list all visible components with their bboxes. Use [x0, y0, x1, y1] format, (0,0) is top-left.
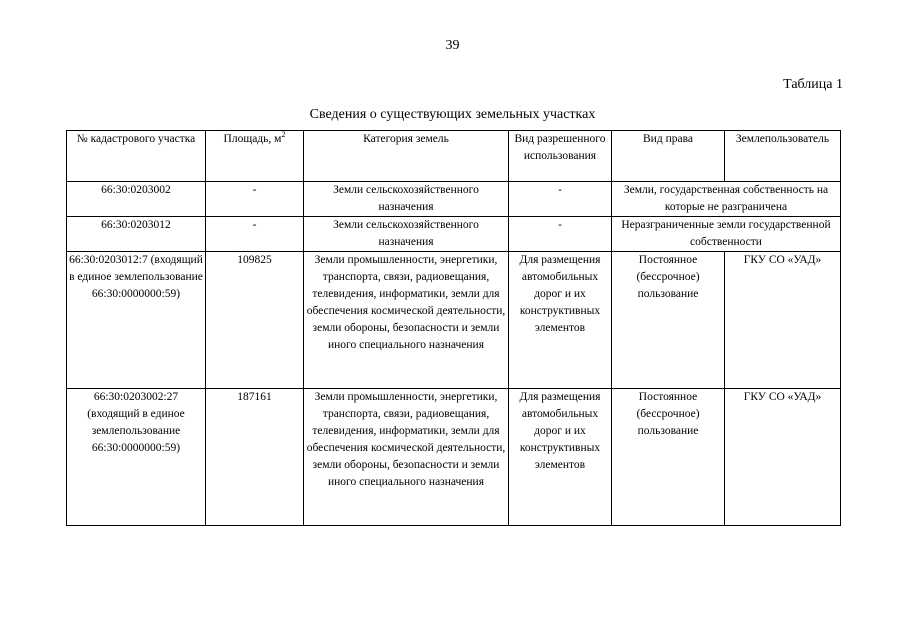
cell-cadastral: 66:30:0203002:27 (входящий в единое землепользование 66:30:0000000:59)	[67, 389, 206, 526]
cell-use: Для размещения автомобильных дорог и их конструктивных элементов	[509, 389, 612, 526]
cell-area: -	[206, 182, 304, 217]
cell-area: 109825	[206, 252, 304, 389]
header-right: Вид права	[612, 131, 725, 182]
cell-right: Постоянное (бессрочное) пользование	[612, 252, 725, 389]
cell-cadastral: 66:30:0203002	[67, 182, 206, 217]
cell-area: -	[206, 217, 304, 252]
cell-user: ГКУ СО «УАД»	[725, 252, 841, 389]
header-user: Землепользователь	[725, 131, 841, 182]
cell-category: Земли промышленности, энергетики, транспорта, связи, радиовещания, телевидения, информатики, земли для обеспечения космической деятельности, земли обороны, безопасности и земли иного специального назначения	[304, 389, 509, 526]
table-row	[67, 252, 841, 389]
table-header-row	[67, 131, 841, 182]
cell-use: Для размещения автомобильных дорог и их конструктивных элементов	[509, 252, 612, 389]
header-area	[206, 131, 304, 182]
cell-right-merged: Земли, государственная собственность на которые не разграничена	[612, 182, 841, 217]
cell-right: Постоянное (бессрочное) пользование	[612, 389, 725, 526]
page-number: 39	[445, 38, 460, 53]
cell-category: Земли сельскохозяйственного назначения	[304, 217, 509, 252]
table-label: Таблица 1	[783, 77, 843, 92]
header-area-superscript: 2	[281, 130, 286, 140]
cell-use: -	[509, 217, 612, 252]
table-row	[67, 182, 841, 217]
cell-area: 187161	[206, 389, 304, 526]
land-plots-table	[66, 130, 841, 526]
cell-right-merged: Неразграниченные земли государственной собственности	[612, 217, 841, 252]
cell-category: Земли сельскохозяйственного назначения	[304, 182, 509, 217]
header-cadastral: № кадастрового участка	[67, 131, 206, 182]
header-area-text: Площадь, м	[223, 133, 282, 145]
cell-cadastral: 66:30:0203012	[67, 217, 206, 252]
header-use: Вид разрешенного использования	[509, 131, 612, 182]
cell-user: ГКУ СО «УАД»	[725, 389, 841, 526]
header-category: Категория земель	[304, 131, 509, 182]
table-row	[67, 389, 841, 526]
table-row	[67, 217, 841, 252]
table-title: Сведения о существующих земельных участках	[309, 107, 596, 122]
cell-use: -	[509, 182, 612, 217]
cell-cadastral: 66:30:0203012:7 (входящий в единое землепользование 66:30:0000000:59)	[67, 252, 206, 389]
cell-category: Земли промышленности, энергетики, транспорта, связи, радиовещания, телевидения, информатики, земли для обеспечения космической деятельности, земли обороны, безопасности и земли иного специального назначения	[304, 252, 509, 389]
